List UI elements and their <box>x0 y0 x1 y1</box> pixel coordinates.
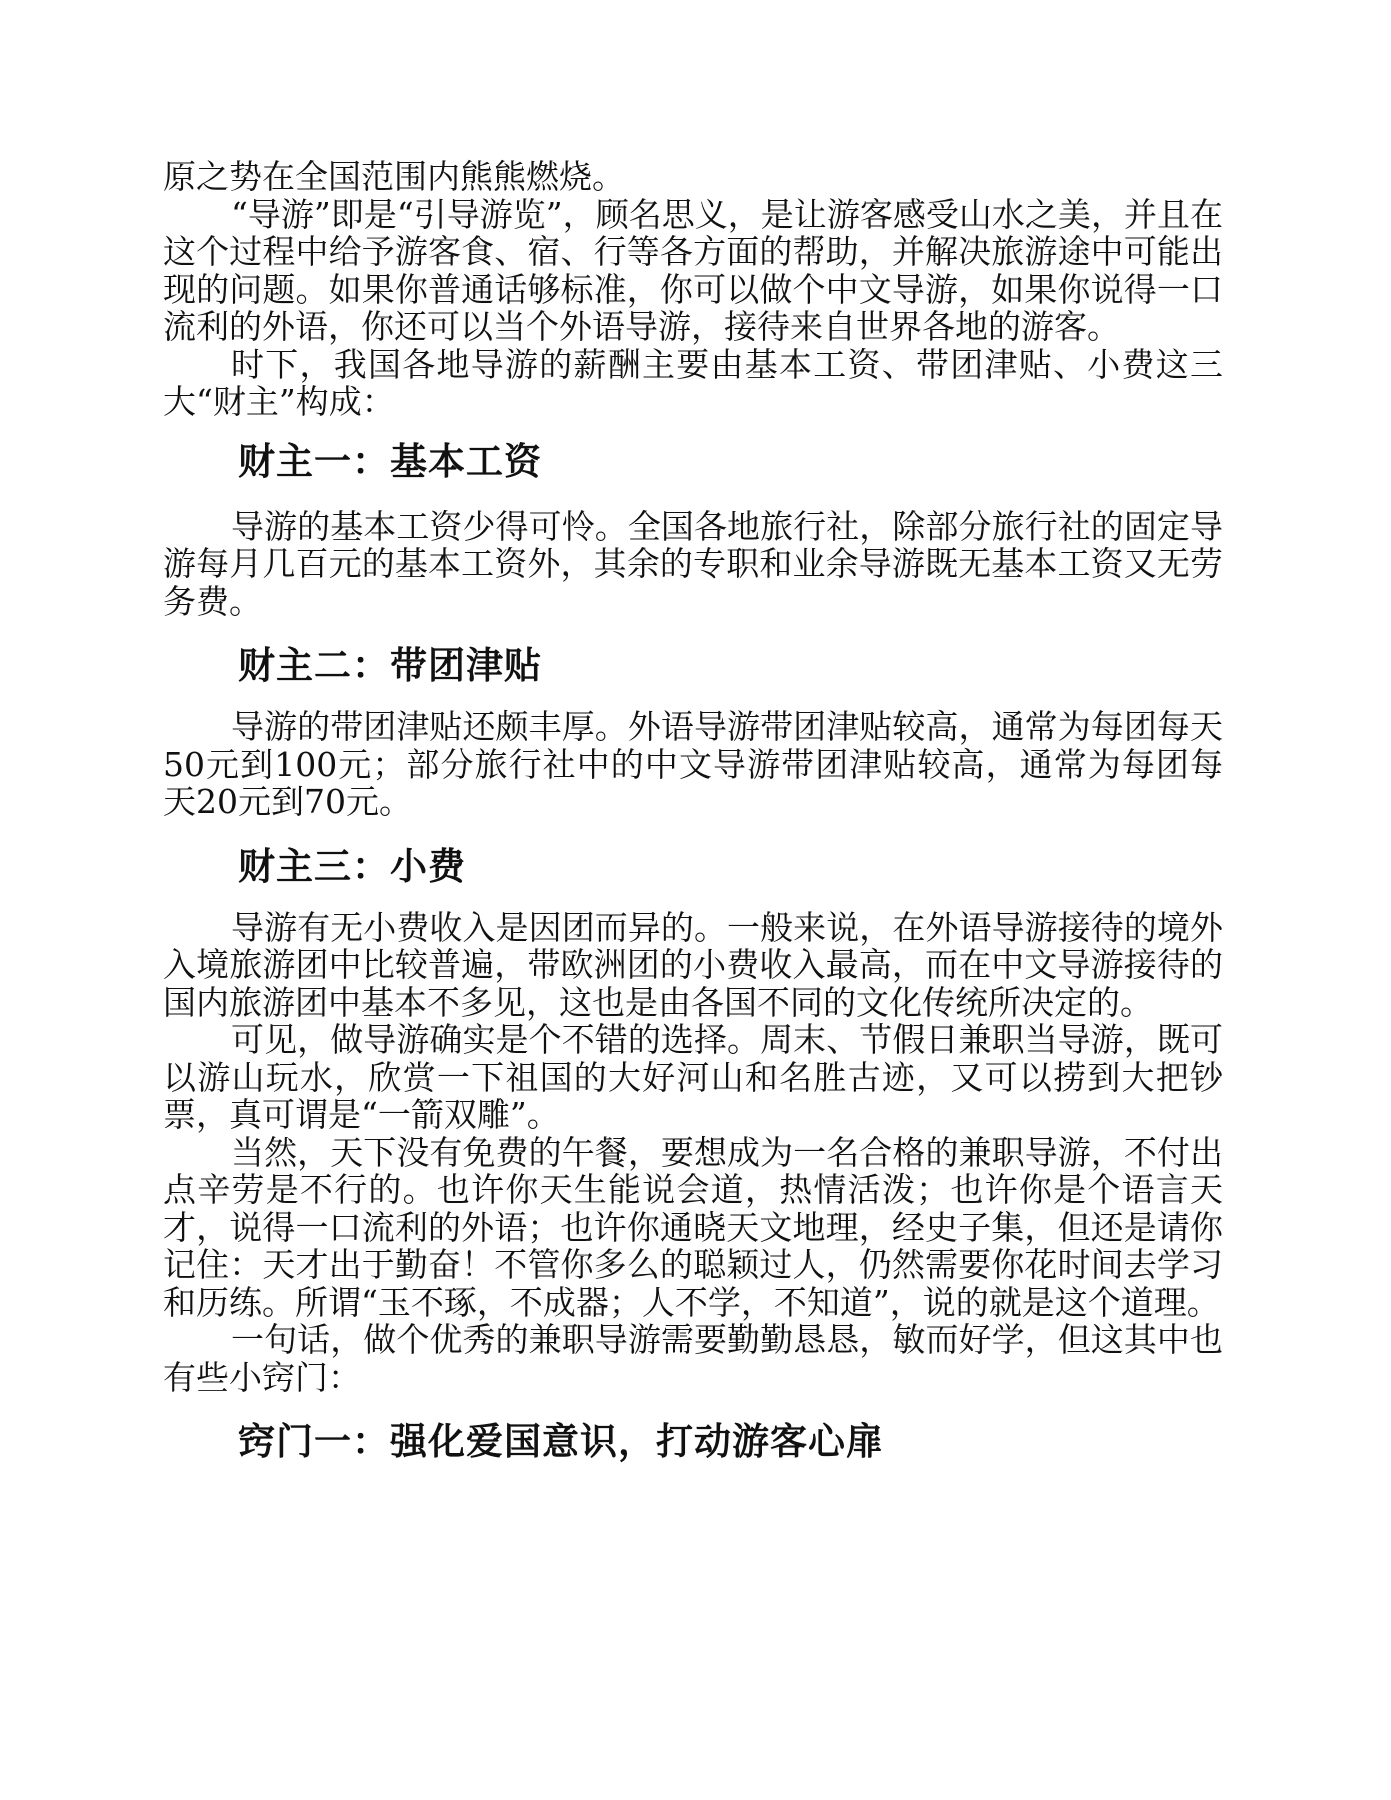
paragraph-good-choice: 可见，做导游确实是个不错的选择。周末、节假日兼职当导游，既可以游山玩水，欣赏一下祖国的大好河山和名胜古迹，又可以捞到大把钞票，真可谓是“一箭双雕”。 <box>163 1020 1223 1134</box>
document-page <box>163 158 1223 1466</box>
paragraph-tips: 导游有无小费收入是因团而异的。一般来说，在外语导游接待的境外入境旅游团中比较普遍，带欧洲团的小费收入最高，而在中文导游接待的国内旅游团中基本不多见，这也是由各国不同的文化传统所决定的。 <box>163 907 1223 1022</box>
paragraph-summary: 一句话，做个优秀的兼职导游需要勤勤恳恳，敏而好学，但这其中也有些小窍门： <box>163 1320 1223 1397</box>
heading-tour-allowance: 财主二：带团津贴 <box>238 643 542 687</box>
paragraph-guide-definition: “导游”即是“引导游览”，顾名思义，是让游客感受山水之美，并且在这个过程中给予游客食、宿、行等各方面的帮助，并解决旅游途中可能出现的问题。如果你普通话够标准，你可以做个中文导游，如果你说得一口流利的外语，你还可以当个外语导游，接待来自世界各地的游客。 <box>163 194 1223 346</box>
heading-tip-one: 窍门一：强化爱国意识，打动游客心扉 <box>238 1419 884 1463</box>
paragraph-basic-salary: 导游的基本工资少得可怜。全国各地旅行社，除部分旅行社的固定导游每月几百元的基本工资外，其余的专职和业余导游既无基本工资又无劳务费。 <box>163 506 1223 621</box>
paragraph-hard-work: 当然，天下没有免费的午餐，要想成为一名合格的兼职导游，不付出点辛劳是不行的。也许你天生能说会道，热情活泼；也许你是个语言天才，说得一口流利的外语；也许你通晓天文地理，经史子集，但还是请你记住：天才出于勤奋！不管你多么的聪颖过人，仍然需要你花时间去学习和历练。所谓“玉不琢，不成器；人不学，不知道”，说的就是这个道理。 <box>163 1132 1223 1322</box>
paragraph-tour-allowance: 导游的带团津贴还颇丰厚。外语导游带团津贴较高，通常为每团每天50元到100元；部分旅行社中的中文导游带团津贴较高，通常为每团每天20元到70元。 <box>163 707 1223 821</box>
heading-basic-salary: 财主一：基本工资 <box>238 438 542 483</box>
paragraph-salary-intro: 时下，我国各地导游的薪酬主要由基本工资、带团津贴、小费这三大“财主”构成： <box>163 344 1223 421</box>
heading-tips: 财主三：小费 <box>238 843 466 888</box>
paragraph-continuation: 原之势在全国范围内熊熊燃烧。 <box>163 157 625 196</box>
